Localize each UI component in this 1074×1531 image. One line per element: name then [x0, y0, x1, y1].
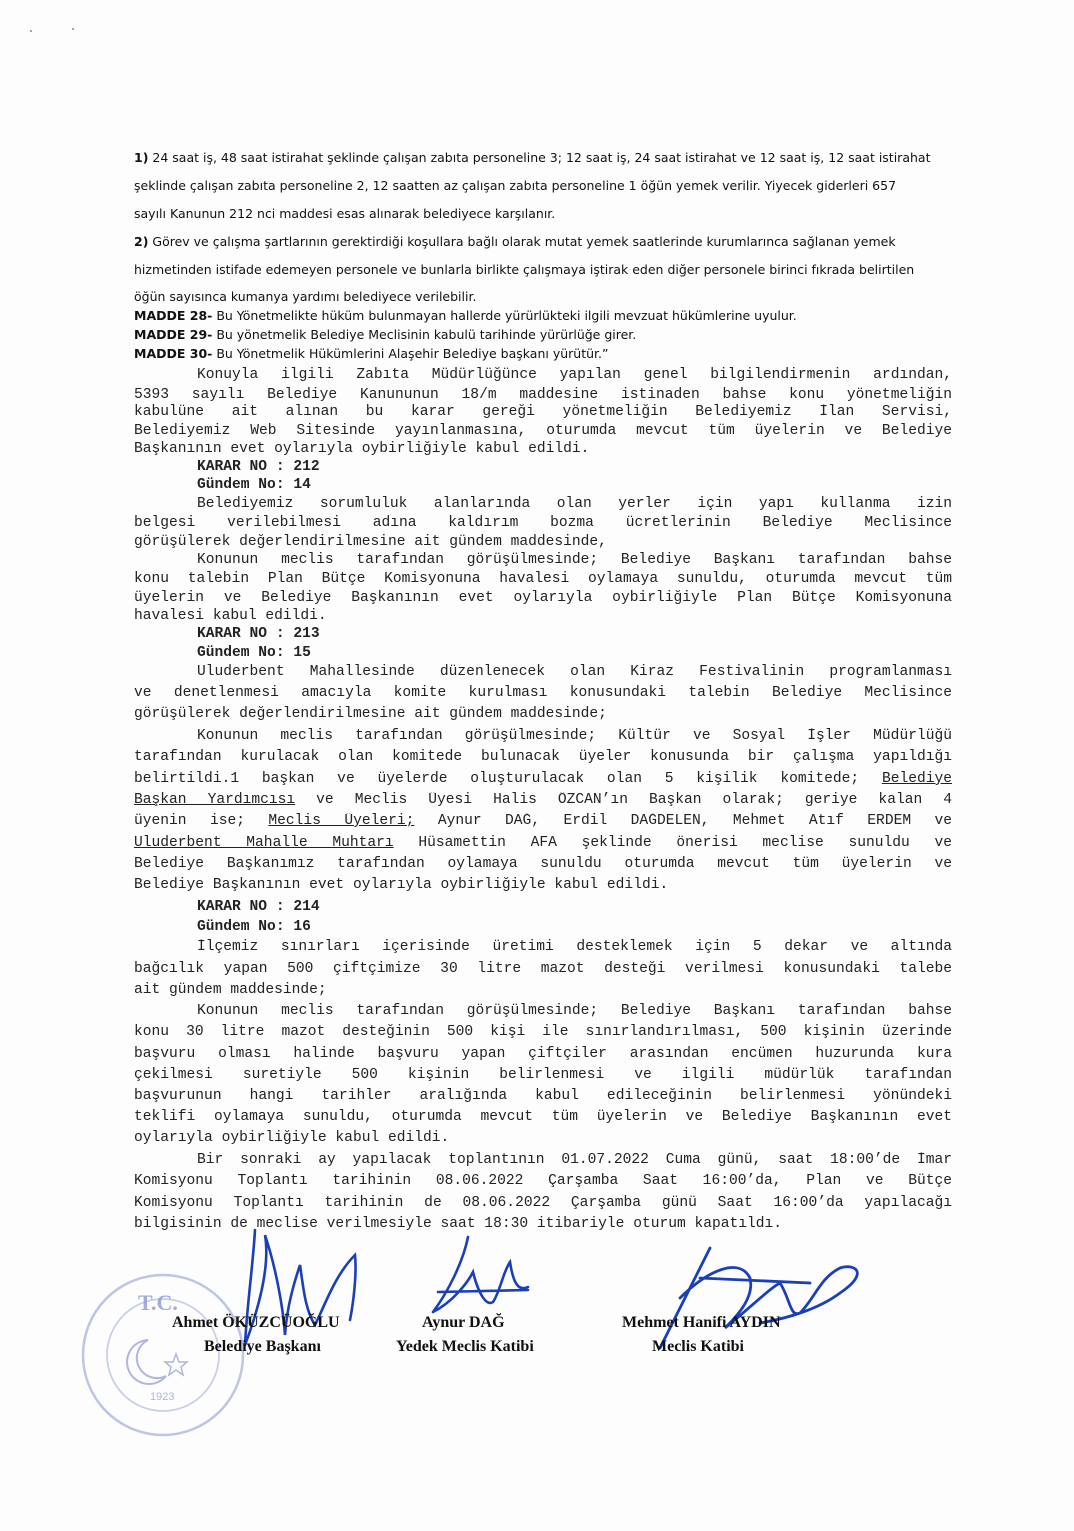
d213-p2-l1: Konunun meclis tarafından görüşülmesinde; Kültür ve Sosyal İşler Müdürlüğü — [197, 728, 952, 744]
d212-p2-l3: üyelerin ve Belediye Başkanının evet oylarıyla oybirliğiyle Plan Bütçe Komisyonuna — [134, 590, 952, 606]
svg-text:T.C.: T.C. — [138, 1290, 178, 1315]
d213-p2-l5: üyenin ise; Meclis Üyeleri; Aynur DAĞ, Erdil DAĞDELEN, Mehmet Atıf ERDEM ve — [134, 813, 952, 829]
d214-p1-l2: bağcılık yapan 500 çiftçimize 30 litre mazot desteği verilmesi konusundaki talebe — [134, 961, 952, 977]
article-30: MADDE 30- Bu Yönetmelik Hükümlerini Alaşehir Belediye başkanı yürütür.” — [134, 346, 609, 361]
signature-aynur-dag — [418, 1232, 538, 1322]
scan-speck — [72, 28, 74, 30]
d212-p2-l4: havalesi kabul edildi. — [134, 608, 327, 624]
signatory-3-title: Meclis Katibi — [652, 1338, 744, 1355]
karar-214-heading: KARAR NO : 214 — [197, 899, 320, 915]
d213-p2-l4: Başkan Yardımcısı ve Meclis Üyesi Halis ÖZCAN’ın Başkan olarak; geriye kalan 4 — [134, 792, 952, 808]
karar-213-heading: KARAR NO : 213 — [197, 626, 320, 642]
zabita-line4: Belediyemiz Web Sitesinde yayınlanmasına, oturumda mevcut tüm üyelerin ve Belediye — [134, 423, 952, 439]
karar-212-heading: KARAR NO : 212 — [197, 459, 320, 475]
article-28: MADDE 28- Bu Yönetmelikte hüküm bulunmayan hallerde yürürlükteki ilgili mevzuat hükümlerine uyulur. — [134, 308, 797, 323]
d213-p1-l1: Uluderbent Mahallesinde düzenlenecek olan Kiraz Festivalinin programlanması — [197, 664, 952, 680]
d214-p2-l2: konu 30 litre mazot desteğinin 500 kişi ile sınırlandırılması, 500 kişinin üzerinde — [134, 1024, 952, 1040]
d212-p1-l2: belgesi verilebilmesi adına kaldırım bozma ücretlerinin Belediye Meclisince — [134, 515, 952, 531]
d214-p2-l3: başvuru olması halinde başvuru yapan çiftçiler arasından encümen huzurunda kura — [134, 1046, 952, 1062]
item1-line1: 1) 24 saat iş, 48 saat istirahat şeklinde çalışan zabıta personeline 3; 12 saat iş, 24 saat istirahat ve 12 saat iş, 12 saat istirahat — [134, 150, 931, 165]
d212-p2-l2: konu talebin Plan Bütçe Komisyonuna havalesi oylamaya sunuldu, oturumda mevcut tüm — [134, 571, 952, 587]
d214-p2-l5: başvurunun hangi tarihler aralığında kabul edileceğinin belirlenmesi yönündeki — [134, 1088, 952, 1104]
scan-speck — [30, 30, 32, 32]
closing-l4: bilgisinin de meclise verilmesiyle saat 18:30 itibariyle oturum kapatıldı. — [134, 1216, 783, 1232]
signatory-2-name: Aynur DAĞ — [422, 1314, 505, 1331]
closing-l1: Bir sonraki ay yapılacak toplantının 01.07.2022 Cuma günü, saat 18:00’de İmar — [197, 1152, 952, 1168]
d213-p2-l2: tarafından kurulacak olan komitede bulunacak üyeler konusunda bir çalışma yapıldığı — [134, 749, 952, 765]
item2-line2: hizmetinden istifade edemeyen personele ve bunlarla birlikte çalışmaya iştirak eden diğer personele birinci fıkrada belirtilen — [134, 262, 915, 277]
d213-p1-l2: ve denetlenmesi amacıyla komite kurulması konusundaki talebin Belediye Meclisince — [134, 685, 952, 701]
article-29: MADDE 29- Bu yönetmelik Belediye Meclisinin kabulü tarihinde yürürlüğe girer. — [134, 327, 637, 342]
d213-p2-l6: Uluderbent Mahalle Muhtarı Hüsamettin AFA şeklinde önerisi meclise sunuldu ve — [134, 835, 952, 851]
zabita-line1: Konuyla ilgili Zabıta Müdürlüğünce yapılan genel bilgilendirmenin ardından, — [197, 367, 952, 383]
signatory-1-title: Belediye Başkanı — [204, 1338, 321, 1355]
svg-text:1923: 1923 — [150, 1391, 175, 1403]
closing-l3: Komisyonu Toplantı tarihinin de 08.06.2022 Çarşamba günü Saat 16:00’da yapılacağı — [134, 1195, 952, 1211]
d213-p2-l8: Belediye Başkanının evet oylarıyla oybirliğiyle kabul edildi. — [134, 877, 669, 893]
d214-p2-l4: çekilmesi suretiyle 500 kişinin belirlenmesi ve ilgili müdürlük tarafından — [134, 1067, 952, 1083]
signature-mayor — [225, 1225, 375, 1355]
d214-p2-l7: oylarıyla oybirliğiyle kabul edildi. — [134, 1130, 450, 1146]
d214-p1-l1: İlçemiz sınırları içerisinde üretimi desteklemek için 5 dekar ve altında — [197, 939, 952, 955]
gundem-15-heading: Gündem No: 15 — [197, 645, 311, 661]
item1-line3: sayılı Kanunun 212 nci maddesi esas alınarak belediyece karşılanır. — [134, 206, 556, 221]
d213-p2-l7: Belediye Başkanımız tarafından oylamaya sunuldu oturumda mevcut tüm üyelerin ve — [134, 856, 952, 872]
signatory-1-name: Ahmet ÖKÜZCÜOĞLU — [172, 1314, 340, 1331]
item2-line1: 2) Görev ve çalışma şartlarının gerektirdiği koşullara bağlı olarak mutat yemek saatlerinde kurumlarınca sağlanan yemek — [134, 234, 896, 249]
d214-p2-l6: teklifi oylamaya sunuldu, oturumda mevcut tüm üyelerin ve Belediye Başkanının evet — [134, 1109, 952, 1125]
item1-line2: şeklinde çalışan zabıta personeline 2, 12 saatten az çalışan zabıta personeline 1 öğün yemek verilir. Yiyecek giderleri 657 — [134, 178, 897, 193]
d213-p2-l3: belirtildi.1 başkan ve üyelerde oluşturulacak olan 5 kişilik komitede; Belediye — [134, 771, 952, 787]
d214-p1-l3: ait gündem maddesinde; — [134, 982, 327, 998]
signatory-2-title: Yedek Meclis Katibi — [396, 1338, 534, 1355]
d212-p1-l3: görüşülerek değerlendirilmesine ait gündem maddesinde, — [134, 534, 607, 550]
item2-line3: öğün sayısınca kumanya yardımı belediyece verilebilir. — [134, 289, 477, 304]
zabita-line5: Başkanının evet oylarıyla oybirliğiyle kabul edildi. — [134, 441, 590, 457]
gundem-14-heading: Gündem No: 14 — [197, 477, 311, 493]
d212-p2-l1: Konunun meclis tarafından görüşülmesinde; Belediye Başkanı tarafından bahse — [197, 552, 952, 568]
signatory-3-name: Mehmet Hanifi AYDIN — [622, 1314, 781, 1331]
zabita-line3: kabulüne ait alınan bu karar gereği yönetmeliğin Belediyemiz İlan Servisi, — [134, 404, 952, 420]
closing-l2: Komisyonu Toplantı tarihinin 08.06.2022 Çarşamba Saat 16:00’da, Plan ve Bütçe — [134, 1173, 952, 1189]
d212-p1-l1: Belediyemiz sorumluluk alanlarında olan yerler için yapı kullanma izin — [197, 496, 952, 512]
d213-p1-l3: görüşülerek değerlendirilmesine ait gündem maddesinde; — [134, 706, 607, 722]
zabita-line2: 5393 sayılı Belediye Kanununun 18/m maddesine istinaden bahse konu yönetmeliğin — [134, 387, 952, 403]
d214-p2-l1: Konunun meclis tarafından görüşülmesinde; Belediye Başkanı tarafından bahse — [197, 1003, 952, 1019]
gundem-16-heading: Gündem No: 16 — [197, 919, 311, 935]
